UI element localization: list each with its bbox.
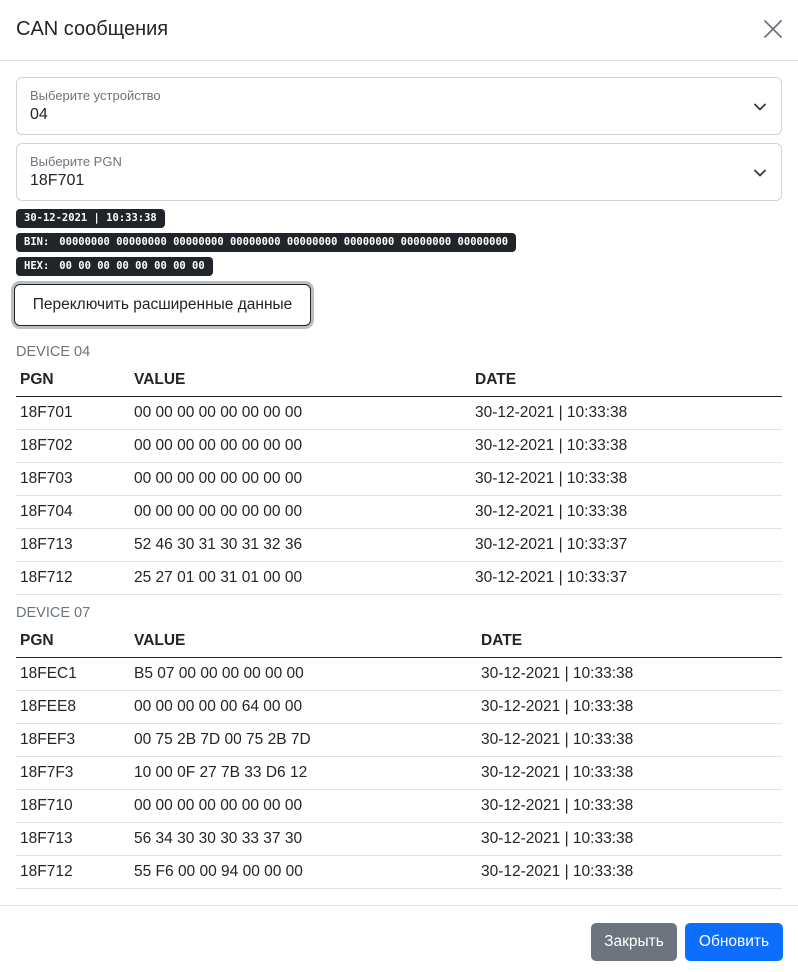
column-header-pgn: PGN <box>16 364 130 396</box>
table-row <box>16 822 782 855</box>
hex-tag: HEX: <box>24 260 50 272</box>
pgn-cell: 18F703 <box>16 462 130 495</box>
table-row <box>16 528 782 561</box>
table-row <box>16 723 782 756</box>
value-cell: 00 00 00 00 00 00 00 00 <box>130 396 471 429</box>
toggle-extended-data-button[interactable]: Переключить расширенные данные <box>14 284 311 326</box>
table-header-row <box>16 364 782 396</box>
table-row <box>16 396 782 429</box>
date-cell: 30-12-2021 | 10:33:38 <box>471 396 782 429</box>
date-cell: 30-12-2021 | 10:33:38 <box>471 429 782 462</box>
value-cell: 00 00 00 00 00 00 00 00 <box>130 429 471 462</box>
column-header-value: VALUE <box>130 625 477 657</box>
close-button[interactable] <box>762 18 784 40</box>
date-cell: 30-12-2021 | 10:33:37 <box>471 528 782 561</box>
modal-header <box>0 0 798 61</box>
table-row <box>16 657 782 690</box>
refresh-button[interactable]: Обновить <box>685 923 783 961</box>
device-select-label: Выберите устройство <box>30 88 161 103</box>
date-cell: 30-12-2021 | 10:33:38 <box>471 495 782 528</box>
chevron-down-icon <box>753 166 767 180</box>
close-modal-button[interactable]: Закрыть <box>591 923 677 961</box>
table-caption-device-07: DEVICE 07 <box>16 605 91 621</box>
pgn-cell: 18F702 <box>16 429 130 462</box>
pgn-cell: 18F710 <box>16 789 130 822</box>
value-cell: 00 00 00 00 00 00 00 00 <box>130 789 477 822</box>
pgn-cell: 18FEF3 <box>16 723 130 756</box>
bin-tag: BIN: <box>24 236 50 248</box>
value-cell: 00 00 00 00 00 00 00 00 <box>130 462 471 495</box>
pgn-cell: 18F712 <box>16 855 130 888</box>
chevron-down-icon <box>753 100 767 114</box>
table-row <box>16 462 782 495</box>
pgn-cell: 18F712 <box>16 561 130 594</box>
value-cell: 52 46 30 31 30 31 32 36 <box>130 528 471 561</box>
column-header-value: VALUE <box>130 364 471 396</box>
modal-footer <box>0 905 798 972</box>
table-row <box>16 789 782 822</box>
date-cell: 30-12-2021 | 10:33:37 <box>471 561 782 594</box>
date-cell: 30-12-2021 | 10:33:38 <box>471 462 782 495</box>
bin-value: 00000000 00000000 00000000 00000000 00000000 00000000 00000000 00000000 <box>59 236 509 248</box>
device-select-value: 04 <box>30 106 48 123</box>
date-cell: 30-12-2021 | 10:33:38 <box>477 789 782 822</box>
pgn-cell: 18F7F3 <box>16 756 130 789</box>
column-header-date: DATE <box>471 364 782 396</box>
date-cell: 30-12-2021 | 10:33:38 <box>477 657 782 690</box>
pgn-cell: 18FEE8 <box>16 690 130 723</box>
timestamp-text: 30-12-2021 | 10:33:38 <box>24 212 157 224</box>
table-row <box>16 429 782 462</box>
table-row <box>16 495 782 528</box>
column-header-date: DATE <box>477 625 782 657</box>
hex-value: 00 00 00 00 00 00 00 00 <box>59 260 205 272</box>
table-header-row <box>16 625 782 657</box>
value-cell: 25 27 01 00 31 01 00 00 <box>130 561 471 594</box>
column-header-pgn: PGN <box>16 625 130 657</box>
table-row <box>16 561 782 594</box>
pgn-select[interactable] <box>16 143 782 201</box>
close-icon <box>762 18 784 40</box>
value-cell: 00 00 00 00 00 00 00 00 <box>130 495 471 528</box>
timestamp-badge <box>16 209 165 228</box>
modal-title: CAN сообщения <box>16 18 169 40</box>
device-07-table <box>16 625 782 889</box>
value-cell: 00 75 2B 7D 00 75 2B 7D <box>130 723 477 756</box>
value-cell: B5 07 00 00 00 00 00 00 <box>130 657 477 690</box>
value-cell: 10 00 0F 27 7B 33 D6 12 <box>130 756 477 789</box>
date-cell: 30-12-2021 | 10:33:38 <box>477 855 782 888</box>
table-row <box>16 855 782 888</box>
pgn-select-value: 18F701 <box>30 172 85 189</box>
table-row <box>16 690 782 723</box>
table-row <box>16 756 782 789</box>
table-caption-device-04: DEVICE 04 <box>16 344 91 360</box>
pgn-cell: 18F713 <box>16 528 130 561</box>
value-cell: 00 00 00 00 00 64 00 00 <box>130 690 477 723</box>
value-cell: 56 34 30 30 30 33 37 30 <box>130 822 477 855</box>
date-cell: 30-12-2021 | 10:33:38 <box>477 723 782 756</box>
pgn-cell: 18F713 <box>16 822 130 855</box>
pgn-select-label: Выберите PGN <box>30 154 122 169</box>
date-cell: 30-12-2021 | 10:33:38 <box>477 756 782 789</box>
date-cell: 30-12-2021 | 10:33:38 <box>477 822 782 855</box>
value-cell: 55 F6 00 00 94 00 00 00 <box>130 855 477 888</box>
device-select[interactable] <box>16 77 782 135</box>
hex-badge <box>16 257 213 276</box>
date-cell: 30-12-2021 | 10:33:38 <box>477 690 782 723</box>
pgn-cell: 18FEC1 <box>16 657 130 690</box>
pgn-cell: 18F701 <box>16 396 130 429</box>
device-04-table <box>16 364 782 595</box>
bin-badge <box>16 233 516 252</box>
pgn-cell: 18F704 <box>16 495 130 528</box>
